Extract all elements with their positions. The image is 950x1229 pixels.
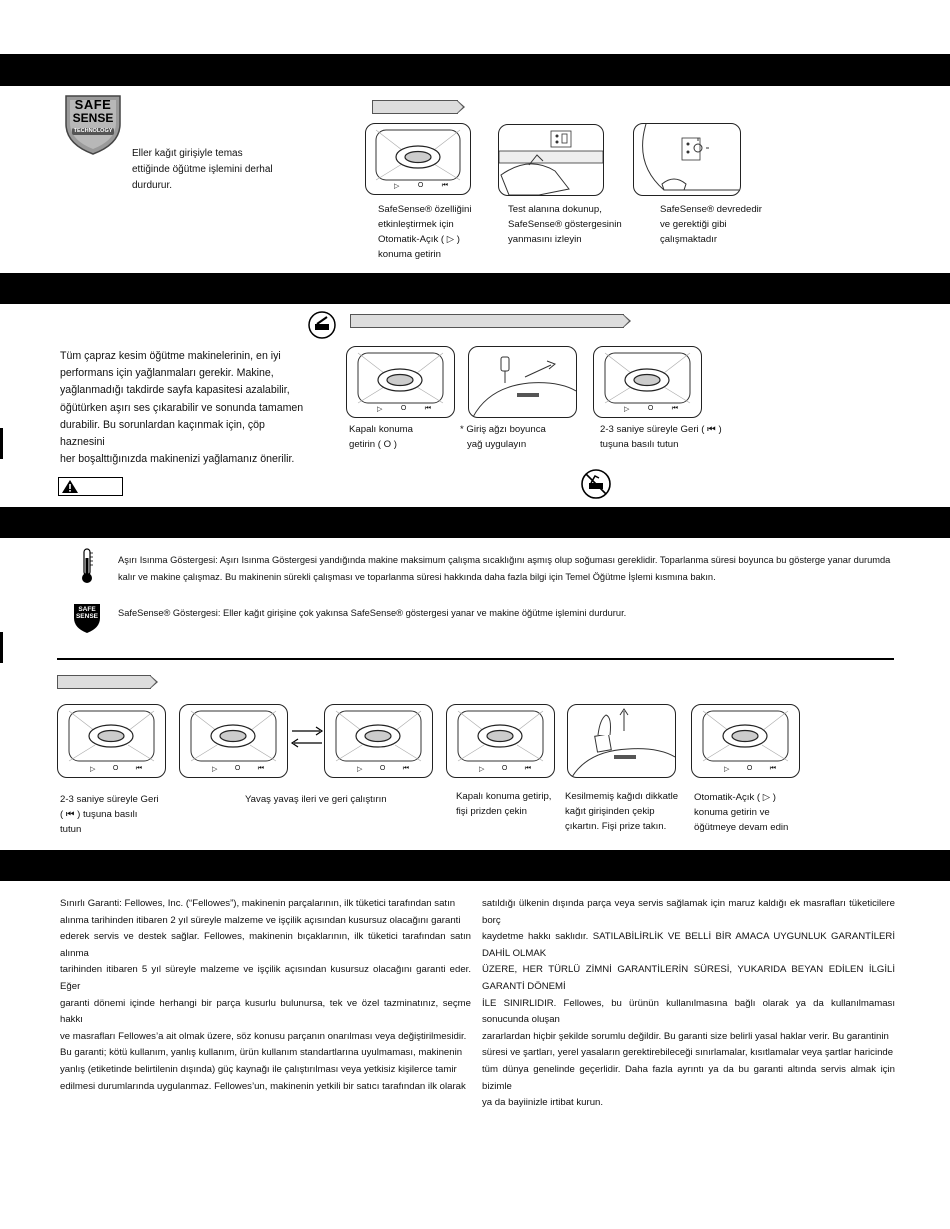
overheat-indicator-text: Aşırı Isınma Göstergesi: Aşırı Isınma Göstergesi yandığında makine maksimum çalışma sıcaklığını aşmış olup soğuması gereklidir. Toparlanma süresi boyunca bu gösterge yanar durumda kalır ve makine çalışmaz. Bu makinenin sürekli çalışması ve toparlanma süresi hakkında daha fazla bilgi için Temel Öğütme İşlemi kısmına bakın.	[118, 555, 891, 582]
panel-control	[365, 123, 471, 195]
auto-icon: ▷	[479, 766, 485, 773]
reverse-icon: ⏮	[424, 405, 431, 412]
safesense-badge-icon	[72, 602, 102, 634]
logo-text-sense: SENSE	[72, 111, 114, 125]
oiling-paragraph: Tüm çapraz kesim öğütme makinelerinin, en iyi performans için yağlanmaları gerekir. Makine, yağlanmadığı takdirde sayfa kapasitesi azalabilir, öğütürken aşırı ses çıkarabilir ve sonunda tamamen durabilir. Bu sorunlardan kaçınmak için, çöp haznesini her boşalttığınızda makinenizi yağlamanız önerilir.	[60, 350, 304, 466]
panel-control	[179, 704, 288, 778]
panel-control	[691, 704, 800, 778]
warning-box	[58, 477, 123, 496]
no-aerosol-icon	[580, 468, 612, 500]
margin-mark	[0, 632, 3, 663]
panel-oil-application	[468, 346, 577, 418]
panel-control	[346, 346, 455, 418]
auto-icon: ▷	[394, 183, 400, 190]
safesense-step-3-caption: SafeSense® devrededir ve gerektiği gibi çalışmaktadır	[660, 204, 763, 245]
safesense-step-1-caption: SafeSense® özelliğini etkinleştirmek için Otomatik-Açık ( ▷ ) konuma getirin	[378, 204, 472, 260]
panel-control	[57, 704, 166, 778]
off-icon: O	[234, 765, 241, 772]
oiling-step-3-caption: 2-3 saniye süreyle Geri ( ⏮ ) tuşuna basılı tutun	[600, 424, 722, 450]
jam-step-5-caption: Otomatik-Açık ( ▷ ) konuma getirin ve öğütmeye devam edin	[694, 792, 789, 833]
off-icon: O	[400, 405, 407, 412]
panel-control	[324, 704, 433, 778]
reverse-icon: ⏮	[402, 765, 409, 772]
logo-text-safe: SAFE	[74, 97, 112, 112]
back-forth-arrows	[290, 725, 324, 749]
step-arrow	[372, 100, 458, 114]
off-icon: O	[417, 182, 424, 189]
panel-safesense-active	[633, 123, 741, 196]
section-bar-indicators	[0, 507, 950, 538]
reverse-icon: ⏮	[135, 765, 142, 772]
oiling-step-2-caption: * Giriş ağzı boyunca yağ uygulayın	[460, 424, 546, 450]
panel-control	[446, 704, 555, 778]
reverse-icon: ⏮	[769, 765, 776, 772]
reverse-icon: ⏮	[441, 182, 448, 189]
jam-step-1-caption: 2-3 saniye süreyle Geri ( ⏮ ) tuşuna basılı tutun	[60, 794, 159, 835]
section-bar-safesense	[0, 54, 950, 86]
jam-step-4-caption: Kesilmemiş kağıdı dikkatle kağıt girişinden çekip çıkartın. Fişi prize takın.	[565, 791, 679, 832]
auto-icon: ▷	[724, 766, 730, 773]
warranty-right-column: satıldığı ülkenin dışında parça veya servis sağlamak için maruz kaldığı ek masrafları tüketicilere borç kaydetme hakkı saklıdır. SATILABİLİRLİK VE BELLİ BİR AMACA UYGUNLUK GARANTİLERİ DAHİL OLMAK ÜZERE, HER TÜRLÜ ZİMNİ GARANTİLERİN SÜRESİ, YUKARIDA BEYAN EDİLEN İLGİLİ GARANTİ DÖNEMİ İLE SINIRLIDIR. Fellowes, bu ürünün kullanılmasına bağlı olarak ya da kullanılmaması sonucunda oluşan zararlardan hiçbir şekilde sorumlu değildir. Bu garanti size belirli yasal haklar verir. Bu garantinin süresi ve şartları, yerel yasaların gerektirebileceği sınırlamalar, kısıtlamalar veya şartlar haricinde tüm dünya genelinde geçerlidir. Daha fazla ayrıntı ya da bu garanti altında servis almak için bizimle ya da bayiinizle irtibat kurun.	[482, 898, 895, 1109]
safesense-step-2-caption: Test alanına dokunup, SafeSense® göstergesinin yanmasını izleyin	[508, 204, 622, 245]
panel-paper-removal	[567, 704, 676, 778]
reverse-icon: ⏮	[257, 765, 264, 772]
divider	[57, 658, 894, 660]
panel-control	[593, 346, 702, 418]
auto-icon: ▷	[212, 766, 218, 773]
off-icon: O	[746, 765, 753, 772]
safesense-description: Eller kağıt girişiyle temas ettiğinde öğütme işlemini derhal durdurur.	[132, 148, 273, 191]
section-bar-warranty	[0, 850, 950, 881]
oiling-step-1-caption: Kapalı konuma getirin ( O )	[349, 424, 413, 450]
panel-hand-test	[498, 124, 604, 196]
reverse-icon: ⏮	[524, 765, 531, 772]
safesense-logo	[60, 92, 126, 156]
margin-mark	[0, 428, 3, 459]
logo-text-technology: TECHNOLOGY	[73, 128, 113, 134]
off-icon: O	[379, 765, 386, 772]
off-icon: O	[501, 765, 508, 772]
oil-icon	[307, 310, 337, 340]
safesense-indicator-text: SafeSense® Göstergesi: Eller kağıt girişine çok yakınsa SafeSense® göstergesi yanar ve makine öğütme işlemini durdurur.	[118, 608, 627, 618]
warranty-left-column: Sınırlı Garanti: Fellowes, Inc. (“Fellowes”), makinenin parçalarının, ilk tüketici tarafından satın alınma tarihinden itibaren 2 yıl süreyle malzeme ve işçilik açısından kusursuz olacağını garanti ederek servis ve destek sağlar. Fellowes, makinenin bıçaklarının, ilk tüketici tarafından satın alınma tarihinden itibaren 5 yıl süreyle malzeme ve işçilik açısından kusursuz olacağını garanti eder. Eğer garanti dönemi içinde herhangi bir parça kusurlu bulunursa, tek ve özel tazminatınız, seçme hakkı ve masrafları Fellowes’a ait olmak üzere, söz konusu parçanın onarılması veya değiştirilmesidir. Bu garanti; kötü kullanım, yanlış kullanım, ürün kullanım standartlarına uyulmaması, makinenin yanlış (etiketinde belirtilenin dışında) güç kaynağı ile çalıştırılması veya yetkisiz kişilerce tamir edilmesi durumlarında uygulanmaz. Fellowes’un, makinenin yetkili bir satıcı tarafından ilk olarak	[60, 898, 471, 1092]
jam-step-2-caption: Yavaş yavaş ileri ve geri çalıştırın	[245, 794, 387, 805]
off-icon: O	[647, 405, 654, 412]
auto-icon: ▷	[624, 406, 630, 413]
thermometer-icon	[80, 548, 94, 584]
jam-step-3-caption: Kapalı konuma getirip, fişi prizden çekin	[456, 791, 552, 817]
step-arrow	[57, 675, 151, 689]
reverse-icon: ⏮	[671, 405, 678, 412]
badge-text-sense: SENSE	[75, 613, 99, 620]
badge-text-safe: SAFE	[78, 606, 96, 613]
warning-icon	[61, 479, 79, 494]
step-arrow	[350, 314, 624, 328]
auto-icon: ▷	[357, 766, 363, 773]
section-bar-oiling	[0, 273, 950, 304]
off-icon: O	[112, 765, 119, 772]
auto-icon: ▷	[377, 406, 383, 413]
auto-icon: ▷	[90, 766, 96, 773]
